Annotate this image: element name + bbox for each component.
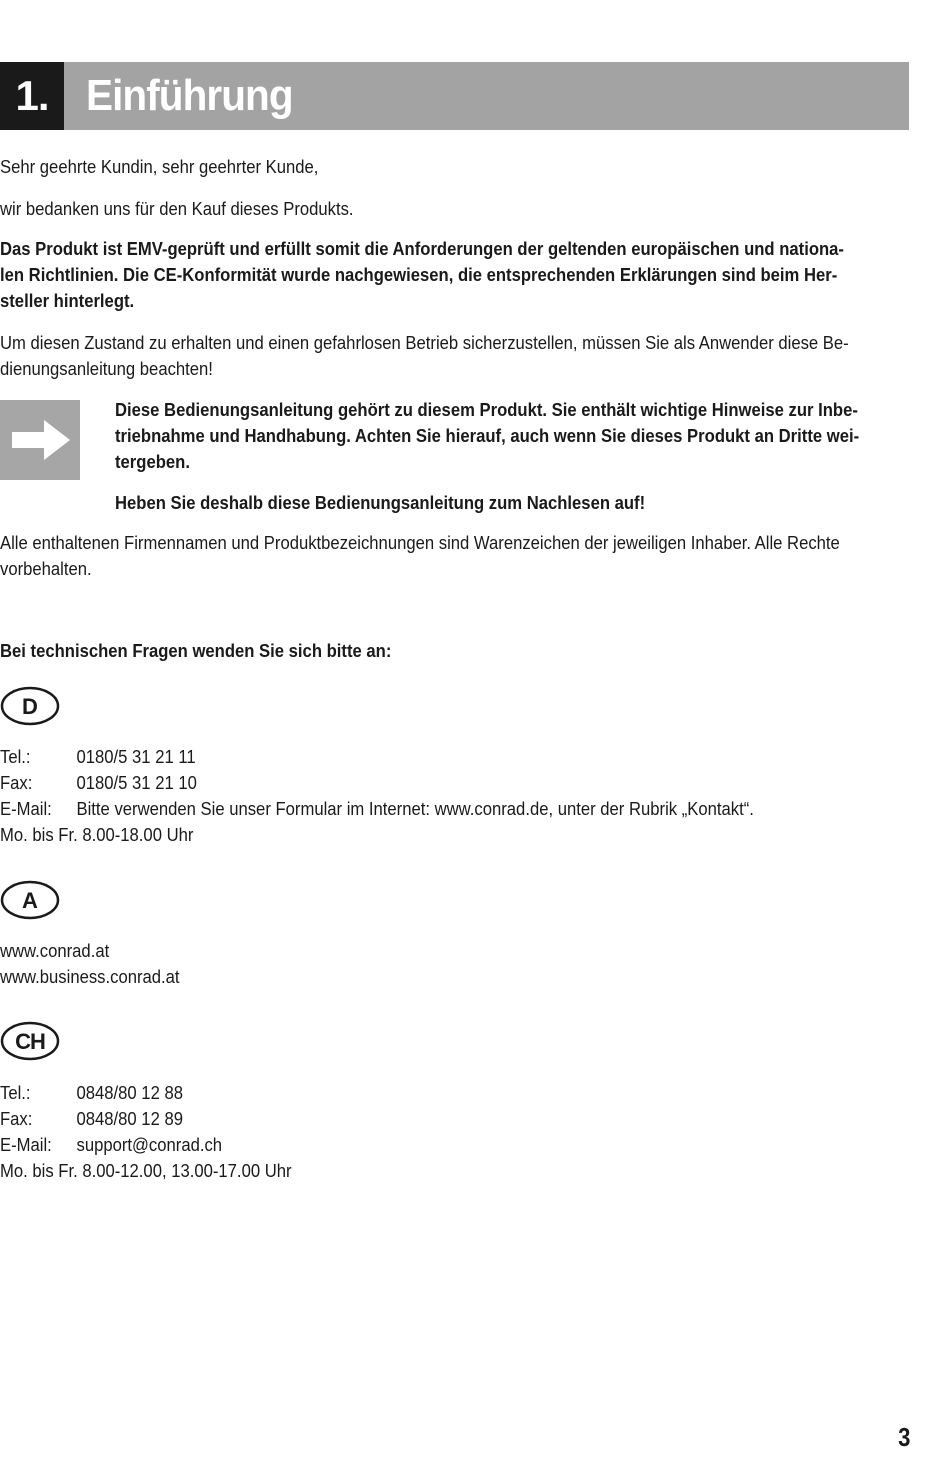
country-badge-austria [0,880,58,918]
thanks-text: wir bedanken uns für den Kauf dieses Produkts. [0,198,354,219]
switzerland-tel: 0848/80 12 88 [76,1082,183,1103]
email-label: E-Mail: [0,798,52,819]
arrow-right-icon [0,400,80,480]
notice-line-1: Diese Bedienungsanleitung gehört zu diesem Produkt. Sie enthält wichtige Hinweise zur Inbe- [115,399,858,420]
page-number: 3 [897,1422,910,1452]
state-text-line-2: dienungsanleitung beachten! [0,358,213,379]
switzerland-fax: 0848/80 12 89 [76,1108,183,1129]
notice-line-3: tergeben. [115,451,190,472]
email-label: E-Mail: [0,1134,52,1155]
germany-tel: 0180/5 31 21 11 [76,746,196,767]
emv-text-line-2: len Richtlinien. Die CE-Konformität wurde nachgewiesen, die entsprechenden Erklärungen sind beim Her- [0,264,838,285]
switzerland-email[interactable]: support@conrad.ch [76,1134,223,1155]
switzerland-hours: Mo. bis Fr. 8.00-12.00, 13.00-17.00 Uhr [0,1160,292,1181]
germany-email: Bitte verwenden Sie unser Formular im Internet: www.conrad.de, unter der Rubrik „Kontakt“. [76,798,754,819]
emv-text-line-1: Das Produkt ist EMV-geprüft und erfüllt somit die Anforderungen der geltenden europäischen und nationa- [0,238,844,259]
section-header [0,62,909,130]
notice-line-2: triebnahme und Handhabung. Achten Sie hierauf, auch wenn Sie dieses Produkt an Dritte wei- [115,425,860,446]
country-code-austria: A [22,888,38,913]
notice-keep: Heben Sie deshalb diese Bedienungsanleitung zum Nachlesen auf! [115,492,646,513]
germany-fax: 0180/5 31 21 10 [76,772,197,793]
switzerland-email-row [0,1132,222,1158]
switzerland-fax-row [0,1106,183,1132]
trademark-line-1: Alle enthaltenen Firmennamen und Produktbezeichnungen sind Warenzeichen der jeweiligen Inhaber. Alle Rechte [0,532,840,553]
germany-email-row [0,796,754,822]
germany-fax-row [0,770,197,796]
country-badge-germany [0,686,58,724]
state-text-line-1: Um diesen Zustand zu erhalten und einen gefahrlosen Betrieb sicherzustellen, müssen Sie als Anwender diese Be- [0,332,849,353]
switzerland-tel-row [0,1080,183,1106]
greeting-text: Sehr geehrte Kundin, sehr geehrter Kunde, [0,156,319,177]
fax-label: Fax: [0,1108,33,1129]
fax-label: Fax: [0,772,33,793]
austria-web-1[interactable]: www.conrad.at [0,940,110,961]
country-code-germany: D [22,694,38,719]
section-title: Einführung [86,71,293,120]
austria-web-2[interactable]: www.business.conrad.at [0,966,180,987]
country-code-switzerland: CH [15,1029,45,1054]
support-heading: Bei technischen Fragen wenden Sie sich bitte an: [0,640,392,661]
germany-tel-row [0,744,196,770]
emv-text-line-3: steller hinterlegt. [0,290,135,311]
tel-label: Tel.: [0,1082,31,1103]
section-number: 1. [0,62,64,130]
trademark-line-2: vorbehalten. [0,558,92,579]
country-badge-switzerland [0,1021,58,1059]
germany-hours: Mo. bis Fr. 8.00-18.00 Uhr [0,824,194,845]
tel-label: Tel.: [0,746,31,767]
